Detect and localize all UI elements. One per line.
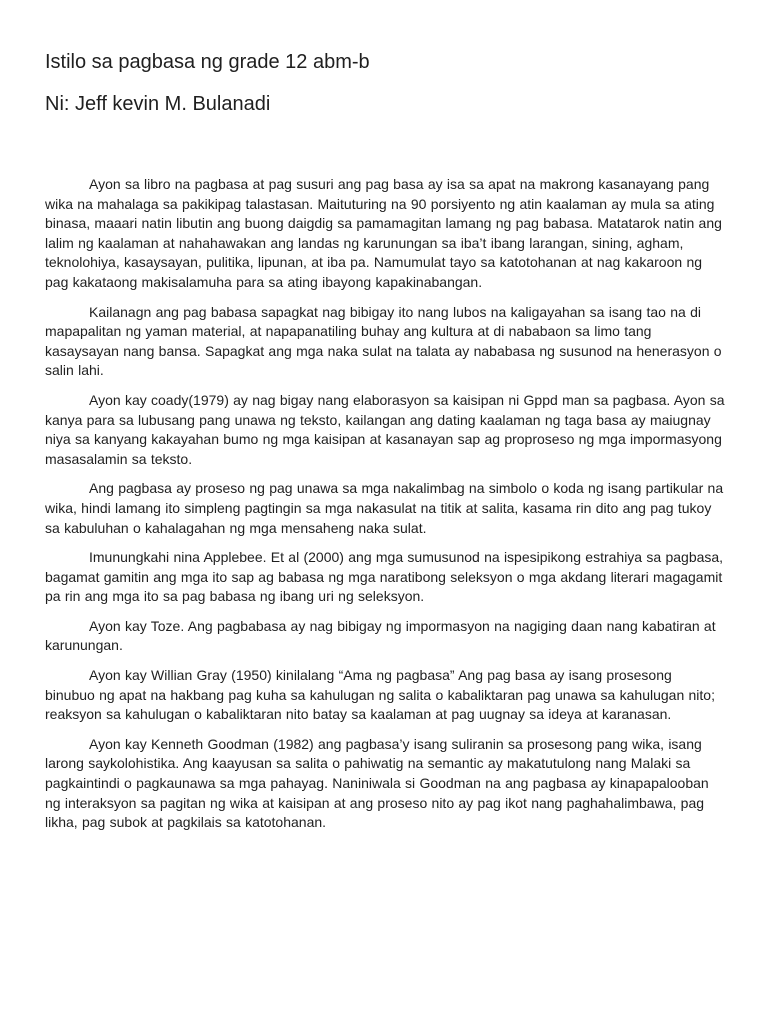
paragraph-6: Ayon kay Toze. Ang pagbabasa ay nag bibigay ng impormasyon na nagiging daan nang kabatiran at karunungan. — [45, 617, 716, 654]
document-body — [45, 175, 725, 843]
document-author: Ni: Jeff kevin M. Bulanadi — [45, 93, 271, 115]
paragraph-7: Ayon kay Willian Gray (1950) kinilalang “Ama ng pagbasa” Ang pag basa ay isang prosesong binubuo ng apat na hakbang pag kuha sa kahulugan ng salita o kabaliktaran pag unawa sa kahulugan nito; reaksyon sa kahulugan o kabaliktaran nito batay sa kaalaman at pag uugnay sa ideya at karanasan. — [45, 667, 715, 723]
paragraph-5: Imunungkahi nina Applebee. Et al (2000) ang mga sumusunod na ispesipikong estrahiya sa pagbasa, bagamat gamitin ang mga ito sap ag babasa ng mga naratibong seleksyon o mga akdang literari magagamit pa rin ang mga ito sa pag babasa ng ibang uri ng seleksyon. — [45, 549, 724, 605]
paragraph-1: Ayon sa libro na pagbasa at pag susuri ang pag basa ay isa sa apat na makrong kasanayang pang wika na mahalaga sa pakikipag talastasan. Maituturing na 90 porsiyento ng atin kaalaman ay mula sa ating binasa, maaari natin libutin ang buong daigdig sa pamamagitan lamang ng pag babasa. Matatarok natin ang lalim ng kaalaman at nahahawakan ang landas ng karunungan sa iba’t ibang larangan, sining, agham, teknolohiya, kasaysayan, pulitika, lipunan, at iba pa. Namumulat tayo sa katotohanan at nag kakaroon ng pag kakataong makisalamuha para sa ating ibayong kapakinabangan. — [45, 176, 722, 290]
paragraph-4: Ang pagbasa ay proseso ng pag unawa sa mga nakalimbag na simbolo o koda ng isang partikular na wika, hindi lamang ito simpleng pagtingin sa mga nakasulat na titik at salita, kasama rin dito ang pag tukoy sa kabuluhan o kahalagahan ng mga mensaheng naka sulat. — [45, 480, 724, 536]
paragraph-8: Ayon kay Kenneth Goodman (1982) ang pagbasa’y isang suliranin sa prosesong pang wika, isang larong saykolohistika. Ang kaayusan sa salita o pahiwatig na semantic ay makatutulong nang Malaki sa pagkaintindi o pagkaunawa sa mga pahayag. Naniniwala si Goodman na ang pagbasa ay kinapapalooban ng interaksyon sa pagitan ng wika at kaisipan at ang proseso nito ay pag ikot nang paghahalimbawa, pag likha, pag subok at pagkilais sa katotohanan. — [45, 735, 709, 831]
document-title: Istilo sa pagbasa ng grade 12 abm-b — [45, 51, 370, 73]
paragraph-3: Ayon kay coady(1979) ay nag bigay nang elaborasyon sa kaisipan ni Gppd man sa pagbasa. Ayon sa kanya para sa lubusang pang unawa ng teksto, kailangan ang dating kaalaman ng taga basa ay maiugnay niya sa kanyang kakayahan bumo ng mga kaisipan at kasanayan sap ag proproseso ng mga impormasyong masasalamin sa teksto. — [45, 391, 725, 467]
paragraph-2: Kailanagn ang pag babasa sapagkat nag bibigay ito nang lubos na kaligayahan sa isang tao na di mapapalitan ng yaman material, at napapanatiling buhay ang kultura at di nababaon sa limo tang kasaysayan nang bansa. Sapagkat ang mga naka sulat na talata ay nababasa ng susunod na henerasyon o salin lahi. — [45, 303, 722, 379]
